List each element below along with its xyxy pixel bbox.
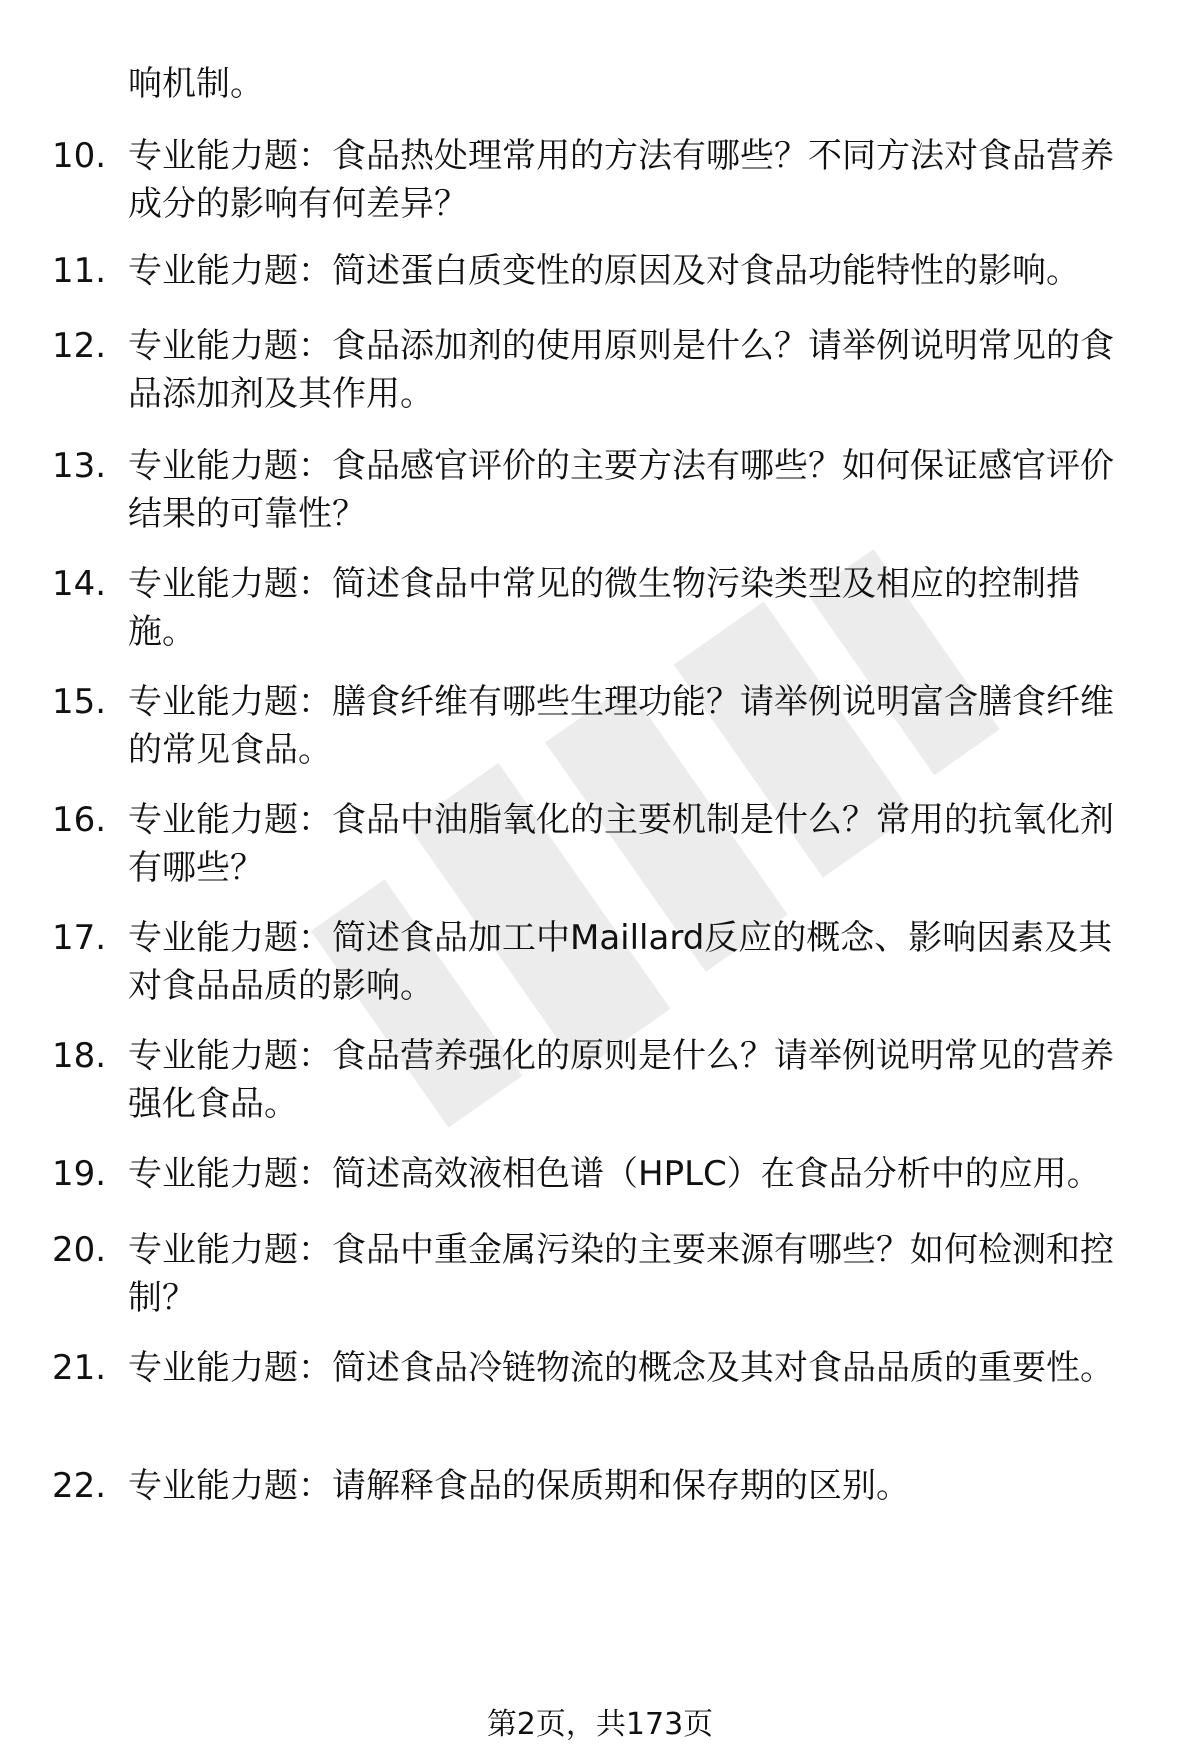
question-text: 专业能力题：简述蛋白质变性的原因及对食品功能特性的影响。 — [128, 251, 1080, 291]
question-text: 专业能力题：食品添加剂的使用原则是什么？请举例说明常见的食品添加剂及其作用。 — [128, 326, 1114, 414]
question-number: 11. — [52, 251, 107, 291]
question-number: 16. — [52, 800, 107, 840]
question-text: 专业能力题：膳食纤维有哪些生理功能？请举例说明富含膳食纤维的常见食品。 — [128, 682, 1114, 770]
question-number: 14. — [52, 564, 107, 604]
question-text: 专业能力题：简述食品冷链物流的概念及其对食品品质的重要性。 — [128, 1348, 1114, 1388]
question-number: 12. — [52, 326, 107, 366]
question-number: 19. — [52, 1154, 107, 1194]
question-number: 13. — [52, 446, 107, 486]
question-text: 专业能力题：食品中油脂氧化的主要机制是什么？常用的抗氧化剂有哪些？ — [128, 800, 1114, 888]
question-text: 专业能力题：食品热处理常用的方法有哪些？不同方法对食品营养成分的影响有何差异？ — [128, 136, 1114, 224]
question-number: 15. — [52, 682, 107, 722]
question-text: 专业能力题：简述食品加工中Maillard反应的概念、影响因素及其对食品品质的影响。 — [128, 918, 1113, 1006]
question-number: 17. — [52, 918, 107, 958]
page-footer: 第2页，共173页 — [486, 1707, 714, 1742]
question-number: 10. — [52, 136, 107, 176]
question-text: 专业能力题：食品营养强化的原则是什么？请举例说明常见的营养强化食品。 — [128, 1036, 1114, 1124]
continuation-text: 响机制。 — [128, 64, 264, 104]
question-text: 专业能力题：食品中重金属污染的主要来源有哪些？如何检测和控制？ — [128, 1230, 1114, 1318]
question-text: 专业能力题：食品感官评价的主要方法有哪些？如何保证感官评价结果的可靠性？ — [128, 446, 1114, 534]
question-number: 18. — [52, 1036, 107, 1076]
question-text: 专业能力题：简述高效液相色谱（HPLC）在食品分析中的应用。 — [128, 1154, 1101, 1194]
question-number: 20. — [52, 1230, 107, 1270]
question-text: 专业能力题：简述食品中常见的微生物污染类型及相应的控制措施。 — [128, 564, 1080, 652]
question-number: 22. — [52, 1466, 107, 1506]
question-text: 专业能力题：请解释食品的保质期和保存期的区别。 — [128, 1466, 910, 1506]
question-number: 21. — [52, 1348, 107, 1388]
